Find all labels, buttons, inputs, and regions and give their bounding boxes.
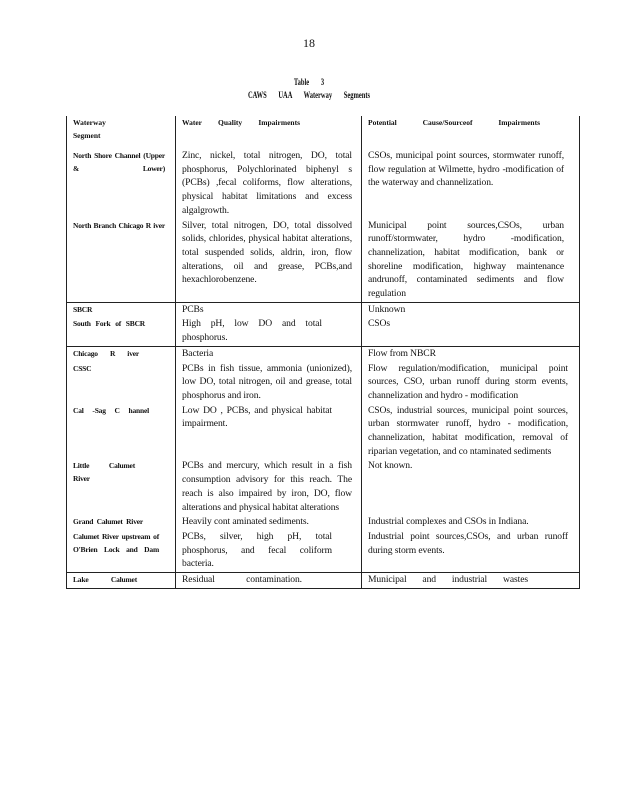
impairments-text: Silver, total nitrogen, DO, total dissolved solids, chlorides, physical habitat alterations, total suspended solids, aldrin, iron, flow alterations, oil and grease, PCBs,and hexachlorobenzene. <box>182 219 352 286</box>
segment-cell <box>67 573 176 589</box>
segment-name: Lake Calumet <box>73 575 137 585</box>
header-impairments: Water Quality Impairments <box>182 118 300 127</box>
impairments-cell <box>176 317 362 346</box>
causes-text: Flow regulation/modification, municipal point sources, CSO, urban runoff during storm events, channelization and hydro - modification <box>368 362 568 401</box>
impairments-text: High pH, low DO and total phosphorus. <box>182 318 322 344</box>
impairments-cell <box>176 530 362 573</box>
segment-name: SBCR <box>73 304 93 314</box>
segment-name: Little Calumet River <box>73 461 135 484</box>
segment-cell <box>67 459 176 515</box>
segment-name: Chicago R iver <box>73 348 139 358</box>
header-cell-segment <box>67 116 176 149</box>
impairments-cell <box>176 573 362 589</box>
segment-name: Cal -Sag C hannel <box>73 405 149 415</box>
header-segment: Waterway Segment <box>73 118 106 140</box>
causes-text: Municipal and industrial wastes <box>368 574 528 586</box>
table-row <box>67 317 580 346</box>
causes-cell <box>362 404 580 460</box>
causes-cell <box>362 219 580 303</box>
segment-cell <box>67 149 176 219</box>
segment-name: South Fork of SBCR <box>73 319 145 329</box>
causes-text: Flow from NBCR <box>368 347 436 359</box>
impairments-text: PCBs <box>182 303 204 315</box>
table-row <box>67 346 580 361</box>
segment-cell <box>67 346 176 361</box>
impairments-table <box>66 116 580 589</box>
segment-cell <box>67 302 176 317</box>
header-cell-causes <box>362 116 580 149</box>
impairments-cell <box>176 362 362 404</box>
impairments-text: Residual contamination. <box>182 574 302 586</box>
impairments-cell <box>176 459 362 515</box>
causes-text: Not known. <box>368 460 413 472</box>
causes-cell <box>362 573 580 589</box>
segment-cell <box>67 219 176 303</box>
table-caption <box>87 76 532 102</box>
impairments-text: Bacteria <box>182 347 214 359</box>
causes-text: Industrial point sources,CSOs, and urban runoff during storm events. <box>368 530 568 556</box>
table-row <box>67 149 580 219</box>
impairments-text: Zinc, nickel, total nitrogen, DO, total phosphorus, Polychlorinated biphenyl s (PCBs) ,fecal coliforms, flow alterations, physical habitat limitations and excess algalgrowth. <box>182 150 352 216</box>
table-header-row <box>67 116 580 149</box>
segment-name: North Branch Chicago R iver <box>73 220 165 230</box>
table-row <box>67 362 580 404</box>
page-number: 18 <box>303 36 315 50</box>
table-row <box>67 573 580 589</box>
header-cell-impairments <box>176 116 362 149</box>
table-row <box>67 530 580 573</box>
impairments-cell <box>176 219 362 303</box>
impairments-text: PCBs and mercury, which result in a fish consumption advisory for this reach. The reach is also impaired by iron, DO, flow alterations and physical habitat alterations <box>182 460 352 513</box>
impairments-cell <box>176 302 362 317</box>
impairments-text: PCBs in fish tissue, ammonia (unionized), low DO, total nitrogen, oil and grease, total phosphorus and iron. <box>182 362 352 401</box>
segment-cell <box>67 404 176 460</box>
segment-name: Grand Calumet River <box>73 517 143 527</box>
impairments-cell <box>176 149 362 219</box>
causes-text: CSOs, industrial sources, municipal point sources, urban stormwater runoff, hydro - modification, channelization, habitat modification, removal of riparian vegetation, and co ntaminated sediments <box>368 404 568 457</box>
causes-cell <box>362 346 580 361</box>
impairments-text: Low DO , PCBs, and physical habitat impairment. <box>182 404 332 430</box>
causes-cell <box>362 317 580 346</box>
table-caption-line-1: Table 3 <box>293 77 325 87</box>
causes-cell <box>362 362 580 404</box>
segment-name: Calumet River upstream of O'Brien Lock and Dam <box>73 531 159 554</box>
table-row <box>67 219 580 303</box>
table-row <box>67 515 580 530</box>
causes-cell <box>362 149 580 219</box>
table-row <box>67 404 580 460</box>
causes-cell <box>362 302 580 317</box>
impairments-cell <box>176 346 362 361</box>
segment-name: CSSC <box>73 363 92 373</box>
causes-text: Municipal point sources,CSOs, urban runoff/stormwater, hydro -modification, channelization, habitat modification, bank or shoreline modification, highway maintenance andrunoff, contaminated sediments and flow regulation <box>368 219 564 300</box>
causes-cell <box>362 515 580 530</box>
segment-cell <box>67 317 176 346</box>
causes-text: CSOs, municipal point sources, stormwater runoff, flow regulation at Wilmette, hydro -modification of the waterway and channelization. <box>368 150 564 189</box>
segment-cell <box>67 362 176 404</box>
header-causes: Potential Cause/Sourceof Impairments <box>368 118 540 127</box>
causes-text: Industrial complexes and CSOs in Indiana. <box>368 516 529 528</box>
segment-cell <box>67 530 176 573</box>
impairments-text: Heavily cont aminated sediments. <box>182 516 309 528</box>
causes-cell <box>362 530 580 573</box>
table-row <box>67 302 580 317</box>
causes-text: CSOs <box>368 318 390 330</box>
impairments-cell <box>176 404 362 460</box>
causes-text: Unknown <box>368 303 406 315</box>
impairments-text: PCBs, silver, high pH, total phosphorus, and fecal coliform bacteria. <box>182 530 332 570</box>
impairments-cell <box>176 515 362 530</box>
causes-cell <box>362 459 580 515</box>
segment-cell <box>67 515 176 530</box>
table-row <box>67 459 580 515</box>
table-caption-line-2: CAWS UAA Waterway Segments <box>247 90 371 100</box>
segment-name: North Shore Channel (Upper & Lower) <box>73 151 165 173</box>
